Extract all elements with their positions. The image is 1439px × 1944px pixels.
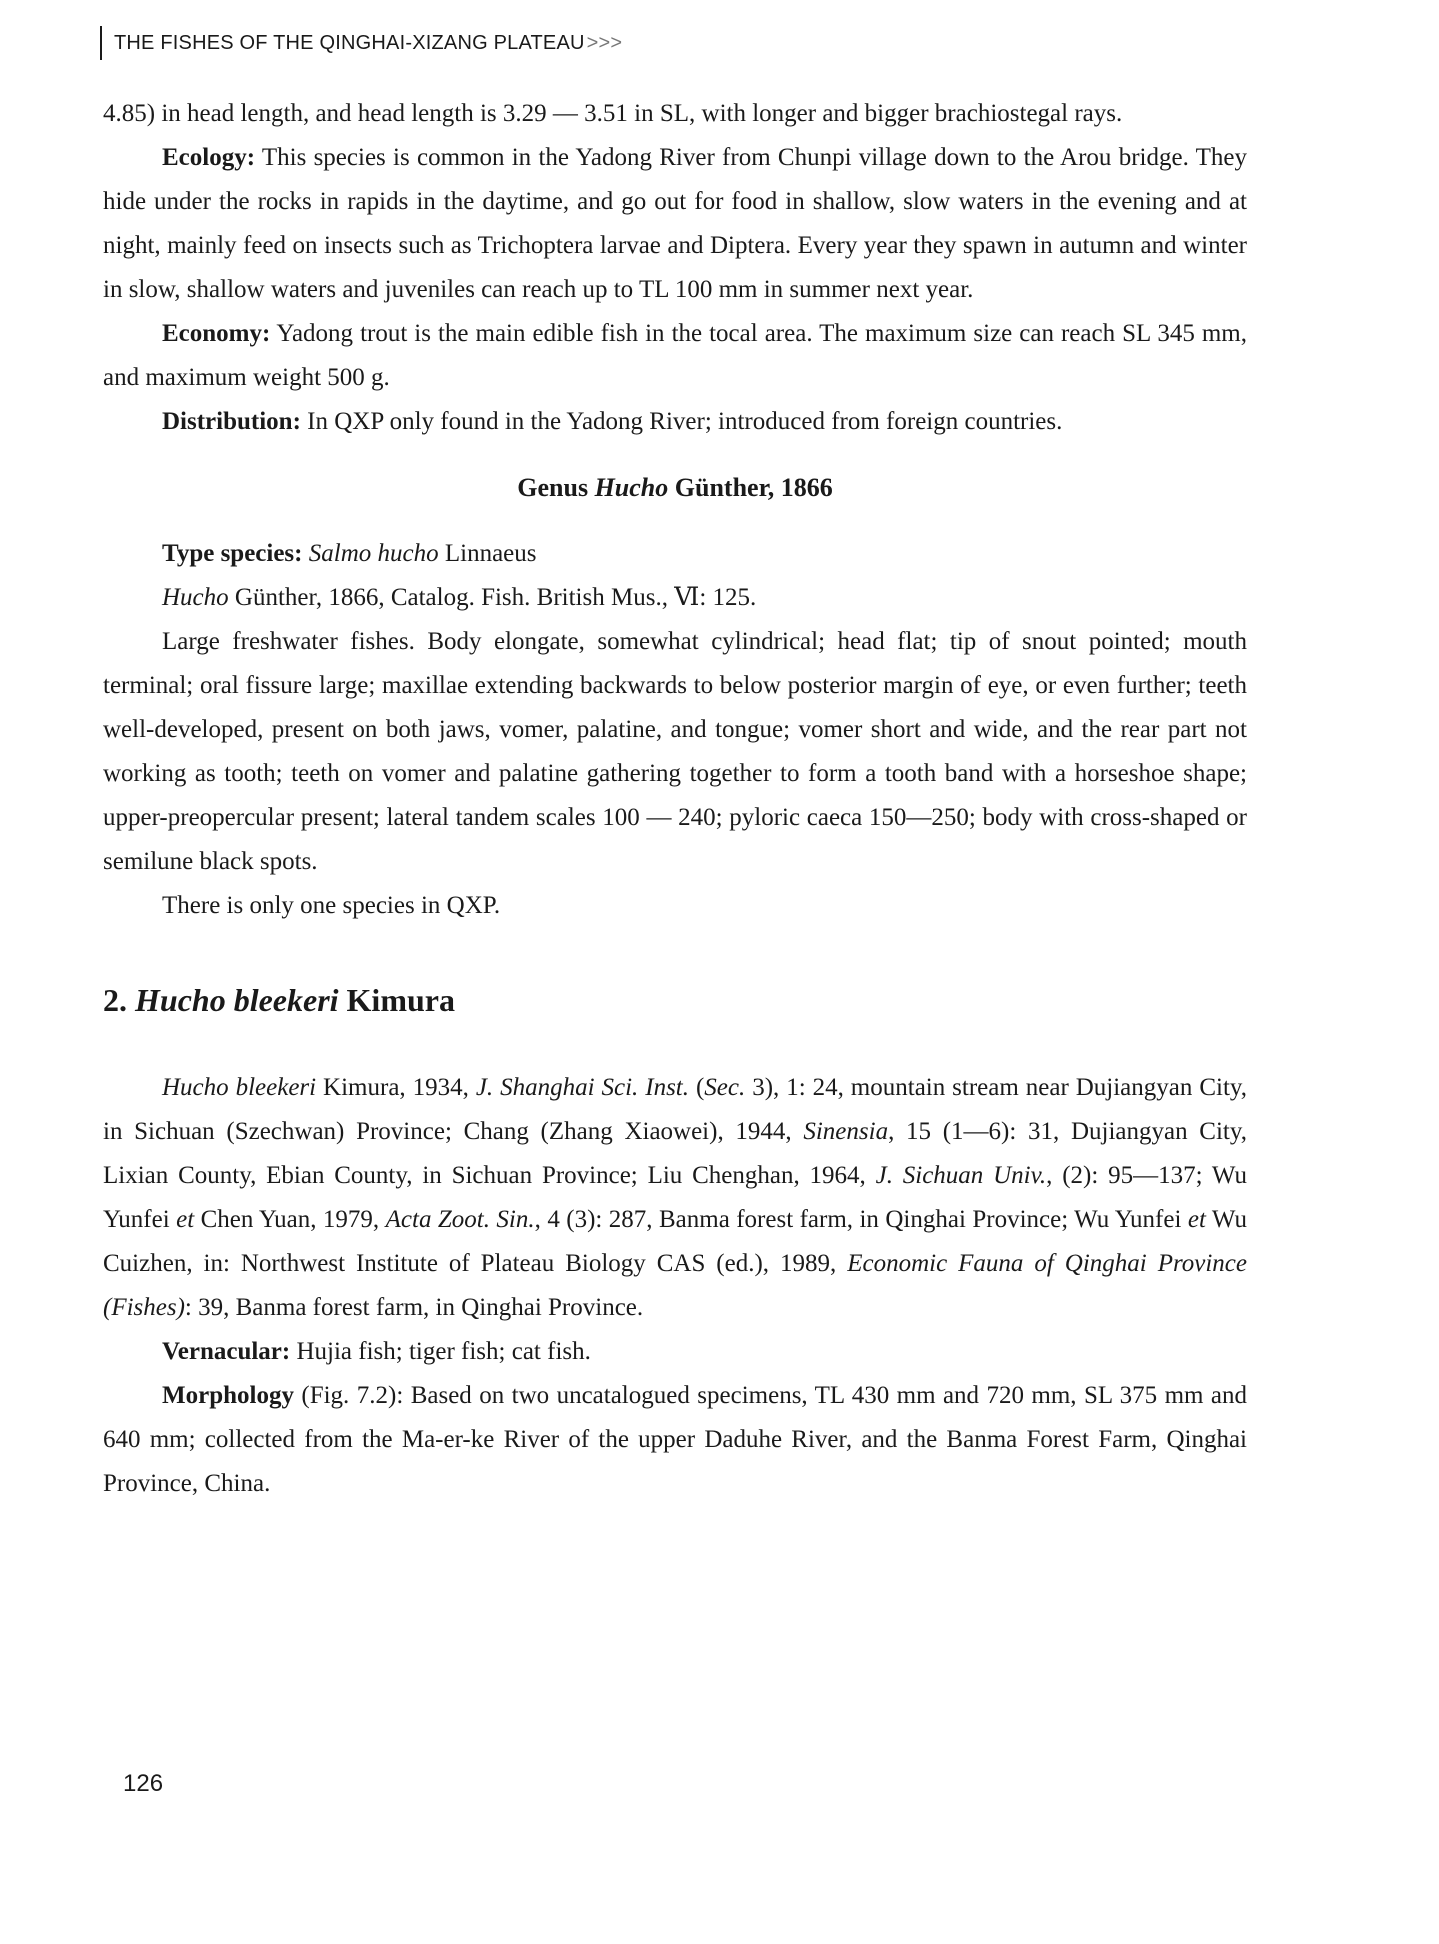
paragraph-morphology [103,1374,1247,1506]
synonymy-section: Sec. [704,1074,746,1101]
type-species-label: Type species: [162,540,303,567]
paragraph-continuation-text: 4.85) in head length, and head length is 3.29 — 3.51 in SL, with longer and bigger brachiostegal rays. [103,100,1123,127]
genus-suffix: Günther, 1866 [668,473,833,502]
paragraph-continuation [103,92,1247,136]
vernacular-text: Hujia fish; tiger fish; cat fish. [290,1338,591,1365]
synonymy-et: et [176,1206,195,1233]
synonymy-text: Wu Cuizhen, in: Northwest Institute of Plateau Biology CAS (ed.), 1989, [103,1206,1247,1277]
vernacular-label: Vernacular: [162,1338,291,1365]
species-heading [103,978,1247,1022]
only-one-species-text: There is only one species in QXP. [162,892,501,919]
species-name: Hucho bleekeri [135,982,339,1018]
genus-heading [103,466,1247,510]
page-body [103,92,1247,1506]
paragraph-distribution [103,400,1247,444]
synonymy-text: , 4 (3): 287, Banma forest farm, in Qinghai Province; Wu Yunfei [534,1206,1188,1233]
synonymy-text: Chen Yuan, 1979, [194,1206,386,1233]
paragraph-genus-reference [103,576,1247,620]
type-species-author: Linnaeus [438,540,537,567]
running-head-arrows: >>> [586,32,623,54]
ecology-label: Ecology: [162,144,256,171]
type-species-name: Salmo hucho [308,540,439,567]
paragraph-synonymy [103,1066,1247,1330]
paragraph-only-one-species [103,884,1247,928]
synonymy-text: Kimura, 1934, [316,1074,476,1101]
synonymy-journal: J. Shanghai Sci. Inst. [475,1074,690,1101]
morphology-text: (Fig. 7.2): Based on two uncatalogued specimens, TL 430 mm and 720 mm, SL 375 mm and 640 mm; collected from the Ma-er-ke River of the upper Daduhe River, and the Banma Forest Farm, Qinghai Province, China. [103,1382,1247,1497]
distribution-label: Distribution: [162,408,301,435]
synonymy-text: , (2): 95—137; Wu Yunfei [103,1162,1248,1233]
ecology-text: This species is common in the Yadong River from Chunpi village down to the Arou bridge. They hide under the rocks in rapids in the daytime, and go out for food in shallow, slow waters in the evening and at night, mainly feed on insects such as Trichoptera larvae and Diptera. Every year they spawn in autumn and winter in slow, shallow waters and juveniles can reach up to TL 100 mm in summer next year. [103,144,1247,303]
genus-ref-text: Günther, 1866, Catalog. Fish. British Mus., Ⅵ: 125. [228,584,757,611]
synonymy-journal: Sinensia [803,1118,889,1145]
genus-ref-name: Hucho [162,584,229,611]
economy-text: Yadong trout is the main edible fish in the tocal area. The maximum size can reach SL 345 mm, and maximum weight 500 g. [103,320,1247,391]
morphology-label: Morphology [162,1382,294,1409]
running-head-title: THE FISHES OF THE QINGHAI-XIZANG PLATEAU [114,32,585,54]
paragraph-genus-description [103,620,1247,884]
species-author: Kimura [338,982,455,1018]
synonymy-journal: J. Sichuan Univ. [875,1162,1047,1189]
paragraph-economy [103,312,1247,400]
page-number: 126 [123,1770,164,1797]
synonymy-et: et [1187,1206,1206,1233]
genus-description-text: Large freshwater fishes. Body elongate, somewhat cylindrical; head flat; tip of snout pointed; mouth terminal; oral fissure large; maxillae extending backwards to below posterior margin of eye, or even further; teeth well-developed, present on both jaws, vomer, palatine, and tongue; vomer short and wide, and the rear part not working as tooth; teeth on vomer and palatine gathering together to form a tooth band with a horseshoe shape; upper-preopercular present; lateral tandem scales 100 — 240; pyloric caeca 150—250; body with cross-shaped or semilune black spots. [103,628,1247,875]
paragraph-vernacular [103,1330,1247,1374]
synonymy-text: , 15 (1—6): 31, Dujiangyan City, Lixian County, Ebian County, in Sichuan Province; Liu Chenghan, 1964, [103,1118,1247,1189]
running-head [100,26,622,60]
synonymy-text: : 39, Banma forest farm, in Qinghai Province. [184,1294,644,1321]
synonymy-text: 3), 1: 24, mountain stream near Dujiangyan City, in Sichuan (Szechwan) Province; Chang (Zhang Xiaowei), 1944, [103,1074,1248,1145]
synonymy-book-title: Economic Fauna of Qinghai Province (Fishes) [103,1250,1247,1321]
synonymy-species: Hucho bleekeri [162,1074,317,1101]
paragraph-type-species [103,532,1247,576]
species-number: 2. [103,982,135,1018]
synonymy-text: ( [689,1074,705,1101]
economy-label: Economy: [162,320,271,347]
distribution-text: In QXP only found in the Yadong River; introduced from foreign countries. [300,408,1063,435]
paragraph-ecology [103,136,1247,312]
genus-prefix: Genus [517,473,595,502]
genus-name: Hucho [594,473,669,502]
synonymy-journal: Acta Zoot. Sin. [385,1206,535,1233]
